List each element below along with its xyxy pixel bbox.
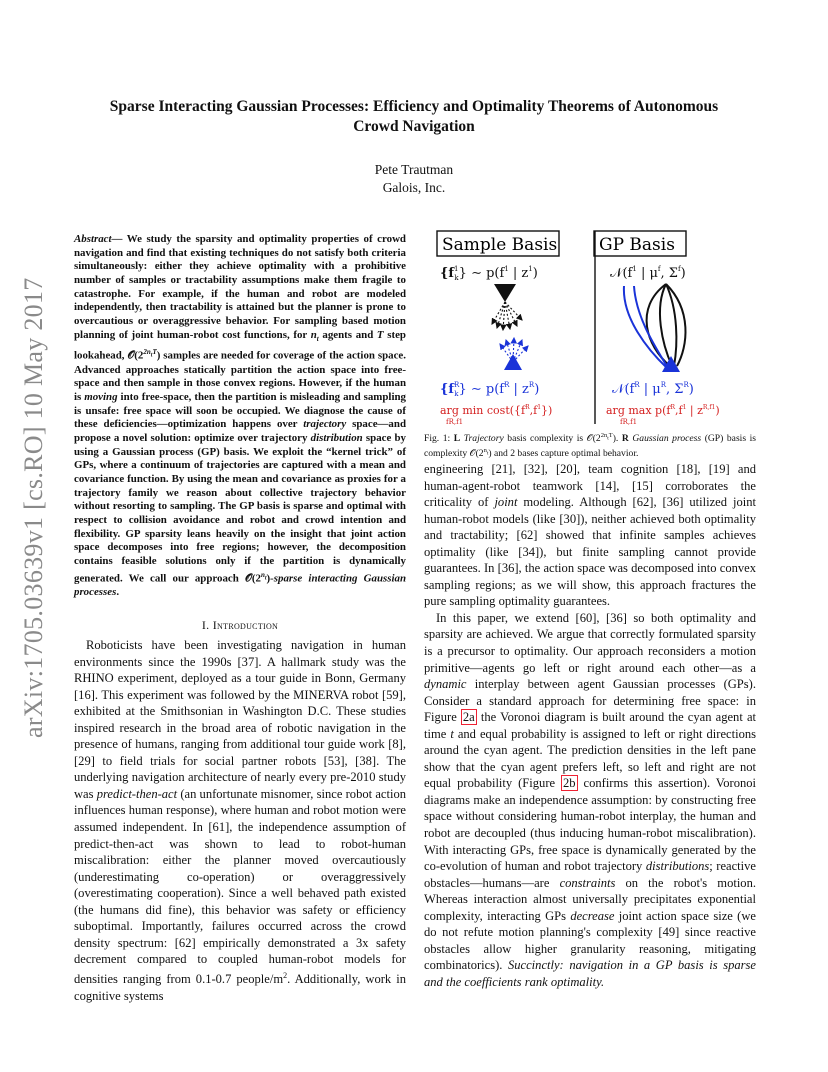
title-line-2: Crowd Navigation [353,118,475,135]
caption-text: ). [612,433,622,445]
abstract-text: into free-space, then the partition is misleading and sampling is unsafe: free space will soon be occupied. We diagnose the cause of these deficiencies—optimization happens over [74,391,406,431]
body-text: modeling. Although [62], [36] utilized joint human-robot models (like [30]), neither achieved both optimality and tractability; [62] showed that infinite samples achieves optimality (like [34]), but finite sampling cannot provide guarantees. In [36], the action space was decomposed into convex sampling regions; as we will show, this approach fractures the pure sampling optimality guarantees. [424,495,756,609]
body-emph: Succinctly: navigation in a GP basis is sparse and the coefficients rank optimality. [424,958,757,989]
abstract-math: n [310,328,317,341]
gp-basis-title: GP Basis [599,235,675,255]
figure-2a-link[interactable]: 2a [462,710,475,725]
body-text: . Additionally, work in cognitive systems [74,972,407,1003]
paper-title [74,97,754,137]
right-argmax: arg $\max p(f^R,f^1$ | $z^{R,f1}$) [606,404,720,417]
arxiv-stamp-text: arXiv:1705.03639v1 [cs.RO] 10 May 2017 [19,277,48,738]
body-emph: distributions [645,859,710,874]
body-math: t [450,726,454,741]
abstract-emph: trajectory [303,418,347,431]
abstract-text: space by using a Gaussian process (GP) basis. We exploit the “kernel trick” of GPs, where a continuum of trajectories are captured with a mean and covariance function. By using the mean and covariance as proxies for a trajectory family we reason about collective trajectory behavior without resorting to sampling. The GP basis is sparse and optimal with respect to collision avoidance and robot and crowd intention and flexibility. GP sparsity leans heavily on the insight that joint action space decomposes into free regions; however, the decomposition contains feasible solutions only if the partition is dynamically generated. We call our approach 𝒪(2 [74,431,407,585]
figure-caption: Fig. 1: L Trajectory basis complexity is $𝒪(2^{2n_tT})$. R Gaussian process (GP) basis is complexity $𝒪(2^{n_t})$ and 2 bases capture optimal behavior. [424,432,757,460]
author-name: Pete Trautman [374,162,454,177]
abstract-math: T [376,328,384,341]
caption-right-marker: R [621,433,629,445]
body-emph: decrease [570,908,615,923]
body-text: ; reactive obstacles—humans—are [424,859,756,890]
intro-paragraph-2 [424,610,756,991]
body-text: on the robot's motion. Whereas interaction almost universally precipitates exponential complexity, interacting GPs [424,875,756,923]
section-heading: I. Introduction [201,618,279,632]
caption-left-marker: L [453,433,461,445]
right-argmax-sub: fR,f1 [620,418,638,426]
caption-label: Fig. 1: [424,433,454,445]
right-equation-top: $𝒩(f^1$ | $\mu^f$, $\Sigma^f$) [610,265,686,281]
figure-2b-link[interactable]: 2b [563,776,576,791]
abstract-text: ) samples are needed for coverage of the action space. Advanced approaches statically partition the action space into free-space and then sample in those convex regions. However, if the human is [74,350,406,404]
body-text: joint action space size (we do not refute motion planning's complexity [49] since reactive obstacles allow higher granularity reasoning, mitigating combinatorics). [424,908,756,973]
author-block [74,161,754,197]
abstract-label: Abstract [74,233,112,245]
abstract-text: . [116,585,120,598]
caption-emph: Trajectory [463,433,504,445]
abstract-text: step lookahead, 𝒪(2 [74,328,406,363]
arxiv-stamp [2,270,58,740]
abstract-text: space—and propose a novel solution: optimize over trajectory [74,418,406,444]
body-text: (an unfortunate misnomer, since robot action influences human response), where human and robot motion were assumed independent. In [61], the independence assumption of predict-then-act was shown to lead to robot-human miscalibration: either the planner moved overcautiously (underestimating co-operation) or overaggressively (overestimating cooperation). Since a well behaved path existed (the humans did fine), this behavior was safety or efficiency suboptimal. Importantly, failures occurred across the crowd density spectrum: [62] empirically demonstrated a 3x safety decrement compared to coupled human-robot models for densities ranging from 0.1-0.7 people/m [74,786,406,987]
intro-paragraph-continued [424,461,756,610]
title-line-1: Sparse Interacting Gaussian Processes: Efficiency and Optimality Theorems of Autonomous [109,98,719,115]
body-text: Roboticists have been investigating navigation in human environments since the 1990s [37]. A hallmark study was the RHINO experiment, deployed as a tour guide in Bonn, Germany [16]. This experiment was followed by the MINERVA robot [59], exhibited at the Smithsonian in Washington D.C. These studies inspired research in the broad area of robotic navigation in the presence of humans, ranging from additional tour guide work [8], [29] to field trials for social partner robots [53], [38]. The underlying navigation architecture of nearly every pre-2010 study was [74,638,406,801]
abstract: Abstract— We study the sparsity and optimality properties of crowd navigation and find that existing techniques do not satisfy both criteria simultaneously: either they achieve optimality with a prohibitive number of samples or tractability assumptions make them fragile to catastrophe. For example, if the human and robot are modeled independently, then tractability is attained but the planner is prone to overcautious or overaggressive behavior. For sampling based motion planning of joint human-robot cost functions, for $n_t$ agents and T step lookahead, $𝒪(2^{2n_tT})$ samples are needed for coverage of the action space. Advanced approaches statically partition the action space into free-space and then sample in those convex regions. However, if the human is moving into free-space, then the partition is misleading and sampling is unsafe: free space will soon be occupied. We diagnose the cause of these deficiencies—optimization happens over trajectory space—and propose a novel solution: optimize over trajectory distribution space by using a Gaussian process (GP) basis. We exploit the “kernel trick” of GPs, where a continuum of trajectories are captured with a mean and covariance function. By using the mean and covariance as proxies for a trajectory family we reason about collective trajectory behavior without resorting to sampling. The GP basis is sparse and optimal with respect to collision avoidance and robot and crowd intention and flexibility. GP sparsity leans heavily on the insight that joint action space decomposes into free regions; however, the decomposition contains feasible solutions only if the partition is dynamically generated. We call our approach $𝒪(2^{n_t})$-sparse interacting Gaussian processes. [74,233,407,598]
caption-emph: Gaussian process [632,433,702,445]
robot-sample-triangle [494,284,516,302]
body-emph: predict-then-act [96,786,178,801]
left-equation-bottom: {$f^R$ k} ∼ $p(f^R$ | $z^R$) [440,381,540,398]
left-argmin-sub: fR,f1 [446,418,464,426]
abstract-emph: moving [84,391,118,404]
body-text: engineering [21], [32], [20], team cognition [18], [19] and human-agent-robot teamwork [14], [15] corroborates the criticality of [424,462,756,510]
body-text: interplay between agent Gaussian processes (GPs). Consider a standard approach for determining free space: in Figure [424,677,756,725]
caption-text: basis complexity is 𝒪(2 [503,433,601,445]
figure-1 [434,228,752,428]
abstract-text: — We study the sparsity and optimality properties of crowd navigation and find that existing techniques do not satisfy both criteria simultaneously: either they achieve optimality with a prohibitive number of samples or tractability assumptions make them fragile to catastrophe. For example, if the human and robot are modeled independently, then tractability is attained but the planner is prone to overcautious or overaggressive behavior. For sampling based motion planning of joint human-robot cost functions, for [74,233,406,341]
abstract-text: ) [266,572,271,585]
body-emph: constraints [559,875,616,890]
caption-text: (GP) basis is complexity 𝒪(2 [424,433,757,460]
body-text: In this paper, we extend [60], [36] so both optimality and sparsity are achieved. We argue that correctly formulated sparsity is a precursor to optimality. Our approach reconsiders a motion primitive—agents go left or right around each other—as a [424,610,756,675]
abstract-emph: -sparse interacting Gaussian processes [74,572,407,598]
left-equation-top: {$f^1$ k} ∼ $p(f^1$ | $z^1$) [440,265,538,282]
intro-paragraph-left [74,637,406,1004]
left-argmin: arg $\min \cos t(\{f^R,f^1\})$ [440,404,553,417]
body-superscript: 2 [283,970,288,980]
intro-paragraphs-right [424,461,756,991]
body-emph: dynamic [424,677,467,692]
gp-curves [624,284,686,368]
sample-basis-title: Sample Basis [442,235,558,255]
caption-text: ) and 2 bases capture optimal behavior. [488,448,639,460]
body-text: confirms this assertion). Voronoi diagrams make an independence assumption: by constructing free space without considering human-robot interplay, the human and robot are decoupled (thus inducing human-robot miscalibration). With interacting GPs, free space is dynamically generated by the co-evolution of human and robot trajectory [424,776,757,874]
body-emph: joint [494,495,518,510]
body-text: and equal probability is assigned to left or right directions around the cyan agent. The prediction densities in the left pane show that the cyan agent prefers left, so left and right are not equal probability (Figure [424,726,757,791]
body-text: the Voronoi diagram is built around the cyan agent at time [424,710,756,741]
author-affiliation: Galois, Inc. [382,180,446,195]
right-equation-bottom: $𝒩(f^R$ | $\mu^R$, $\Sigma^R$) [612,381,694,397]
abstract-text: agents and [318,328,377,341]
robot-sample-arrows [492,302,522,330]
abstract-emph: distribution [310,431,363,444]
